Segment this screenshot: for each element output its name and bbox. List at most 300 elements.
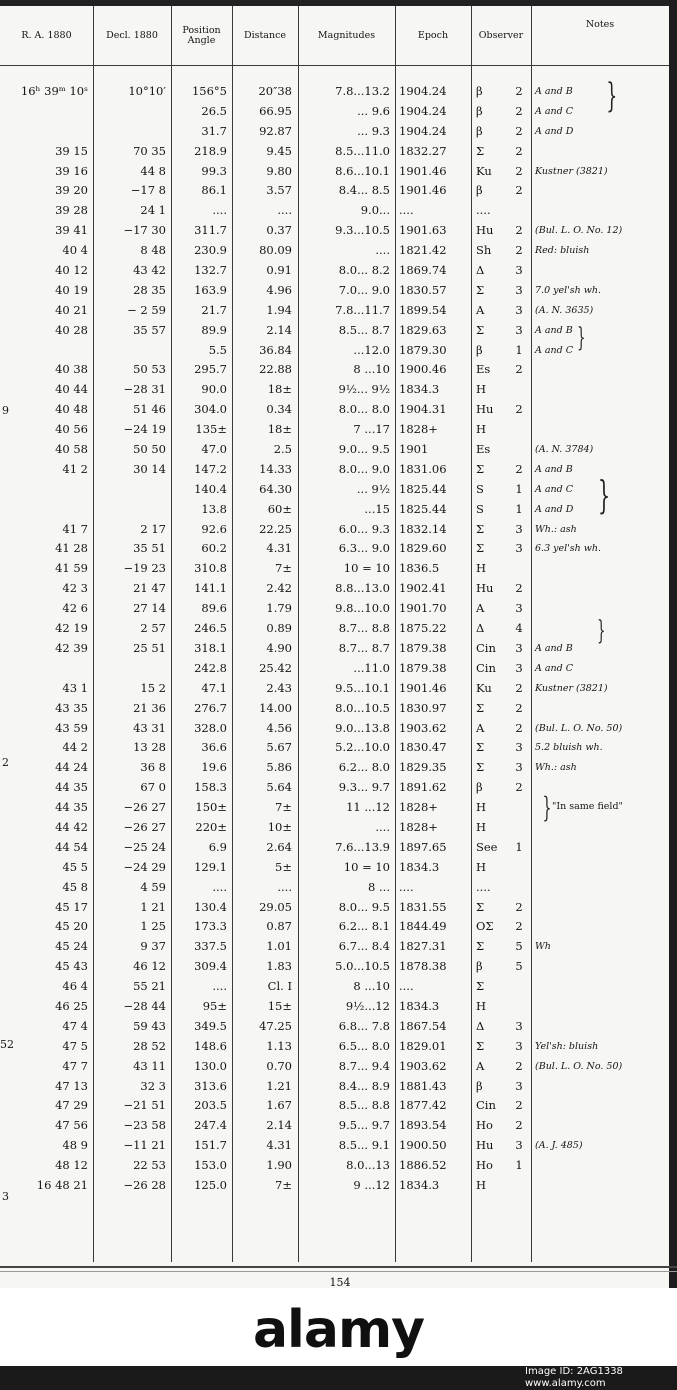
- cell-epoch: 1867.54: [399, 1018, 447, 1033]
- cell-magnitudes: 6.2... 8.1: [338, 919, 390, 934]
- cell-decl: 27 14: [133, 601, 166, 616]
- cell-epoch: 1829.63: [399, 322, 447, 337]
- cell-decl: 51 46: [133, 402, 166, 417]
- cell-epoch: ....: [399, 979, 414, 994]
- cell-decl: 30 14: [133, 461, 166, 476]
- cell-position-angle: 163.9: [194, 282, 227, 297]
- cell-ra: 44 2: [62, 740, 88, 755]
- cell-magnitudes: ... 9½: [356, 481, 390, 496]
- cell-epoch: 1877.42: [399, 1098, 447, 1113]
- cell-decl: 22 53: [133, 1158, 166, 1173]
- cell-epoch: 1901.46: [399, 163, 447, 178]
- cell-position-angle: 313.6: [194, 1078, 227, 1093]
- cell-magnitudes: ...15: [364, 501, 390, 516]
- table-row: [0, 937, 669, 957]
- cell-epoch: 1879.38: [399, 660, 447, 675]
- right-brace: }: [597, 616, 606, 646]
- cell-epoch: 1834.3: [399, 1177, 440, 1192]
- cell-magnitudes: 9 ...12: [353, 1177, 390, 1192]
- cell-observation-count: [510, 420, 528, 440]
- cell-notes: (A. N. 3635): [535, 304, 594, 316]
- cell-decl: 43 42: [133, 263, 166, 278]
- cell-position-angle: 328.0: [194, 720, 227, 735]
- cell-distance: 1.83: [266, 959, 292, 974]
- cell-position-angle: 125.0: [194, 1177, 227, 1192]
- cell-magnitudes: 8.0...13: [346, 1158, 390, 1173]
- cell-distance: 0.87: [266, 919, 292, 934]
- cell-notes: Wh.: ash: [535, 523, 577, 535]
- cell-observer: Es: [476, 442, 491, 457]
- cell-notes: Red: bluish: [535, 245, 590, 257]
- table-row: [0, 977, 669, 997]
- cell-magnitudes: ....: [375, 243, 390, 258]
- cell-epoch: 1901.70: [399, 601, 447, 616]
- header-rule: [0, 65, 669, 66]
- cell-distance: Cl. I: [267, 979, 292, 994]
- cell-distance: 0.89: [266, 621, 292, 636]
- table-row: [0, 838, 669, 858]
- cell-notes: (Bul. L. O. No. 50): [535, 722, 623, 734]
- cell-notes: [535, 181, 667, 201]
- cell-ra: 43 59: [55, 720, 88, 735]
- table-row: [0, 201, 669, 221]
- cell-decl: [96, 480, 166, 500]
- cell-epoch: 1901.46: [399, 680, 447, 695]
- cell-position-angle: 311.7: [194, 223, 227, 238]
- cell-distance: 2.64: [266, 839, 292, 854]
- cell-observation-count: 2: [515, 163, 523, 178]
- cell-ra: 40 12: [55, 263, 88, 278]
- watermark-url: www.alamy.com: [525, 1378, 606, 1389]
- cell-position-angle: 47.0: [201, 442, 227, 457]
- cell-magnitudes: 6.7... 8.4: [338, 939, 390, 954]
- cell-notes: [535, 1116, 667, 1136]
- cell-observation-count: 2: [515, 243, 523, 258]
- table-row: [0, 341, 669, 361]
- header-magnitudes: Magnitudes: [317, 29, 376, 41]
- cell-observation-count: 2: [515, 780, 523, 795]
- table-row: [0, 758, 669, 778]
- table-row: [0, 1116, 669, 1136]
- cell-epoch: 1829.01: [399, 1038, 447, 1053]
- table-row: [0, 520, 669, 540]
- cell-observation-count: 2: [515, 143, 523, 158]
- cell-observation-count: 1: [515, 1158, 523, 1173]
- cell-notes: (A. N. 3784): [535, 444, 594, 456]
- header-position-angle: Position Angle: [182, 24, 221, 46]
- cell-ra: 45 8: [62, 879, 88, 894]
- cell-distance: ....: [277, 203, 292, 218]
- cell-epoch: 1901.46: [399, 183, 447, 198]
- cell-observer: H: [476, 800, 487, 815]
- table-row: [0, 738, 669, 758]
- cell-ra: 42 6: [62, 601, 88, 616]
- cell-ra: [2, 341, 88, 361]
- cell-distance: 64.30: [259, 481, 292, 496]
- cell-epoch: 1829.35: [399, 760, 447, 775]
- cell-position-angle: 349.5: [194, 1018, 227, 1033]
- cell-epoch: ....: [399, 203, 414, 218]
- cell-observer: Σ: [476, 740, 485, 755]
- cell-magnitudes: 5.2...10.0: [335, 740, 390, 755]
- cell-notes: [535, 1017, 667, 1037]
- watermark-image-id: Image ID: 2AG1338: [525, 1366, 623, 1377]
- cell-ra: 40 38: [55, 362, 88, 377]
- right-brace: }: [542, 791, 552, 824]
- cell-distance: 47.25: [259, 1018, 292, 1033]
- cell-decl: [96, 659, 166, 679]
- cell-distance: 25.42: [259, 660, 292, 675]
- cell-observation-count: 3: [515, 740, 523, 755]
- cell-notes: (A. J. 485): [535, 1140, 583, 1152]
- cell-magnitudes: 10 = 10: [343, 859, 390, 874]
- cell-observer: Σ: [476, 322, 485, 337]
- cell-position-angle: 21.7: [201, 302, 227, 317]
- cell-observer: Σ: [476, 541, 485, 556]
- cell-decl: 2 17: [140, 521, 166, 536]
- cell-observer: Hu: [476, 402, 494, 417]
- cell-observation-count: 2: [515, 402, 523, 417]
- cell-notes: Kustner (3821): [535, 165, 608, 177]
- cell-observer: H: [476, 819, 487, 834]
- cell-ra: 45 17: [55, 899, 88, 914]
- cell-notes: [535, 559, 667, 579]
- cell-magnitudes: 8 ...10: [353, 362, 390, 377]
- cell-observer: Cin: [476, 1098, 496, 1113]
- cell-observer: Hu: [476, 581, 494, 596]
- cell-observer: H: [476, 859, 487, 874]
- cell-ra: [2, 102, 88, 122]
- cell-decl: 4 59: [140, 879, 166, 894]
- cell-decl: 10°10′: [128, 84, 166, 98]
- cell-observer: A: [476, 302, 485, 317]
- cell-position-angle: ....: [212, 879, 227, 894]
- cell-decl: 15 2: [140, 680, 166, 695]
- cell-magnitudes: ....: [375, 819, 390, 834]
- cell-observer: β: [476, 183, 483, 198]
- cell-distance: 7±: [275, 561, 292, 576]
- cell-distance: 60±: [267, 501, 292, 516]
- cell-observation-count: 3: [515, 1038, 523, 1053]
- table-row: [0, 599, 669, 619]
- cell-observer: A: [476, 720, 485, 735]
- cell-observer: Δ: [476, 621, 485, 636]
- cell-magnitudes: 7.0... 9.0: [338, 282, 390, 297]
- cell-observer: Σ: [476, 1038, 485, 1053]
- table-row: [0, 917, 669, 937]
- cell-distance: 2.14: [266, 1118, 292, 1133]
- cell-distance: 5.67: [266, 740, 292, 755]
- table-row: [0, 142, 669, 162]
- cell-decl: −11 21: [123, 1138, 166, 1153]
- cell-notes: [535, 201, 667, 221]
- cell-epoch: 1831.55: [399, 899, 447, 914]
- table-row: [0, 719, 669, 739]
- cell-distance: 22.88: [259, 362, 292, 377]
- cell-magnitudes: 6.5... 8.0: [338, 1038, 390, 1053]
- cell-ra: 39 41: [55, 223, 88, 238]
- cell-epoch: ....: [399, 879, 414, 894]
- cell-decl: 28 52: [133, 1038, 166, 1053]
- page-number: 154: [329, 1276, 351, 1288]
- cell-position-angle: 5.5: [208, 342, 227, 357]
- cell-observer: A: [476, 601, 485, 616]
- cell-distance: 7±: [275, 1177, 292, 1192]
- cell-ra: 46 4: [62, 979, 88, 994]
- cell-observer: β: [476, 103, 483, 118]
- cell-observation-count: 4: [515, 621, 523, 636]
- cell-decl: 25 51: [133, 640, 166, 655]
- cell-notes: [535, 878, 667, 898]
- cell-position-angle: 130.4: [194, 899, 227, 914]
- table-row: [0, 539, 669, 559]
- cell-decl: 46 12: [133, 959, 166, 974]
- cell-ra: 41 59: [55, 561, 88, 576]
- cell-distance: 0.91: [266, 263, 292, 278]
- cell-observation-count: 3: [515, 541, 523, 556]
- cell-position-angle: 242.8: [194, 660, 227, 675]
- cell-distance: 1.94: [266, 302, 292, 317]
- cell-position-angle: ....: [212, 203, 227, 218]
- cell-notes: [535, 838, 667, 858]
- cell-ra: 48 9: [62, 1138, 88, 1153]
- cell-magnitudes: 9.0...13.8: [335, 720, 390, 735]
- cell-position-angle: 47.1: [201, 680, 227, 695]
- table-row: [0, 480, 669, 500]
- cell-epoch: 1832.14: [399, 521, 447, 536]
- cell-observer: β: [476, 342, 483, 357]
- cell-observation-count: 3: [515, 601, 523, 616]
- table-row: [0, 380, 669, 400]
- cell-decl: 43 31: [133, 720, 166, 735]
- cell-position-angle: 140.4: [194, 481, 227, 496]
- cell-epoch: 1828+: [399, 422, 438, 437]
- cell-epoch: 1881.43: [399, 1078, 447, 1093]
- cell-decl: −21 51: [123, 1098, 166, 1113]
- cell-notes: [535, 360, 667, 380]
- cell-observation-count: 2: [515, 1058, 523, 1073]
- cell-notes: A and C: [535, 105, 574, 117]
- cell-position-angle: 92.6: [201, 521, 227, 536]
- cell-distance: 1.01: [266, 939, 292, 954]
- cell-distance: 1.67: [266, 1098, 292, 1113]
- cell-epoch: 1879.30: [399, 342, 447, 357]
- cell-observer: Σ: [476, 979, 485, 994]
- bottom-rule: [0, 1271, 677, 1272]
- cell-epoch: 1828+: [399, 800, 438, 815]
- cell-epoch: 1832.27: [399, 143, 447, 158]
- cell-observer: Δ: [476, 263, 485, 278]
- cell-position-angle: 95±: [202, 998, 227, 1013]
- cell-distance: 1.90: [266, 1158, 292, 1173]
- cell-magnitudes: 9½... 9½: [338, 382, 390, 397]
- cell-position-angle: 26.5: [201, 103, 227, 118]
- table-row: [0, 878, 669, 898]
- cell-notes: (Bul. L. O. No. 50): [535, 1060, 623, 1072]
- cell-observer: See: [476, 839, 498, 854]
- cell-magnitudes: 8.0...10.5: [335, 700, 390, 715]
- cell-observer: Σ: [476, 899, 485, 914]
- cell-observation-count: [510, 878, 528, 898]
- cell-ra: [2, 122, 88, 142]
- cell-position-angle: 318.1: [194, 640, 227, 655]
- cell-observation-count: [510, 1176, 528, 1196]
- cell-magnitudes: 8 ...: [368, 879, 390, 894]
- cell-ra: 41 7: [62, 521, 88, 536]
- cell-distance: 14.33: [259, 461, 292, 476]
- cell-epoch: 1869.74: [399, 263, 447, 278]
- table-row: [0, 321, 669, 341]
- cell-notes: Wh.: ash: [535, 762, 577, 774]
- cell-decl: −28 44: [123, 998, 166, 1013]
- cell-observer: Ho: [476, 1158, 493, 1173]
- cell-decl: −19 23: [123, 561, 166, 576]
- cell-magnitudes: 8 ...10: [353, 979, 390, 994]
- cell-distance: 0.70: [266, 1058, 292, 1073]
- cell-notes: [535, 142, 667, 162]
- cell-notes: A and D: [535, 503, 574, 515]
- cell-epoch: 1904.24: [399, 84, 447, 98]
- cell-observation-count: 2: [515, 680, 523, 695]
- cell-magnitudes: 8.5...11.0: [335, 143, 390, 158]
- cell-decl: [96, 500, 166, 520]
- cell-magnitudes: 8.5... 8.7: [338, 322, 390, 337]
- cell-distance: 20″38: [258, 84, 292, 98]
- cell-observer: Ku: [476, 680, 492, 695]
- cell-observation-count: 2: [515, 103, 523, 118]
- cell-distance: 22.25: [259, 521, 292, 536]
- cell-observation-count: 3: [515, 263, 523, 278]
- cell-magnitudes: 7.8...13.2: [335, 84, 390, 98]
- cell-distance: 4.56: [266, 720, 292, 735]
- cell-distance: 4.90: [266, 640, 292, 655]
- cell-observation-count: 2: [515, 1118, 523, 1133]
- table-row: [0, 1037, 669, 1057]
- cell-ra: 40 21: [55, 302, 88, 317]
- cell-decl: −24 29: [123, 859, 166, 874]
- cell-distance: 15±: [267, 998, 292, 1013]
- cell-decl: −26 27: [123, 819, 166, 834]
- cell-observation-count: 2: [515, 720, 523, 735]
- cell-ra: 16 48 21: [36, 1177, 88, 1192]
- cell-observer: H: [476, 998, 487, 1013]
- cell-epoch: 1904.24: [399, 103, 447, 118]
- cell-observation-count: [510, 440, 528, 460]
- watermark-id: [525, 1366, 675, 1390]
- cell-observation-count: 3: [515, 640, 523, 655]
- header-decl: Decl. 1880: [106, 29, 158, 41]
- cell-observation-count: 2: [515, 1098, 523, 1113]
- cell-notes: Wh: [535, 941, 551, 953]
- cell-notes: A and B: [535, 86, 573, 97]
- cell-epoch: 1828+: [399, 819, 438, 834]
- cell-position-angle: 230.9: [194, 243, 227, 258]
- cell-position-angle: 247.4: [194, 1118, 227, 1133]
- cell-ra: 47 13: [55, 1078, 88, 1093]
- cell-epoch: 1821.42: [399, 243, 447, 258]
- margin-number: 2: [2, 756, 9, 769]
- cell-position-angle: 13.8: [201, 501, 227, 516]
- cell-ra: 42 19: [55, 621, 88, 636]
- cell-decl: −17 30: [123, 223, 166, 238]
- cell-magnitudes: 9.5... 9.7: [338, 1118, 390, 1133]
- cell-observation-count: 1: [515, 481, 523, 496]
- cell-ra: 39 20: [55, 183, 88, 198]
- cell-decl: 44 8: [140, 163, 166, 178]
- cell-magnitudes: 8.7... 9.4: [338, 1058, 390, 1073]
- cell-position-angle: 218.9: [194, 143, 227, 158]
- cell-observation-count: [510, 977, 528, 997]
- cell-decl: 2 57: [140, 621, 166, 636]
- cell-ra: 16ʰ 39ᵐ 10ˢ: [20, 84, 88, 98]
- cell-notes: [535, 858, 667, 878]
- cell-epoch: 1825.44: [399, 481, 447, 496]
- table-row: [0, 1057, 669, 1077]
- watermark-logo: alamy: [252, 1300, 425, 1360]
- cell-magnitudes: 9.5...10.1: [335, 680, 390, 695]
- table-row: [0, 241, 669, 261]
- cell-distance: 3.57: [266, 183, 292, 198]
- cell-notes: Yel'sh: bluish: [535, 1040, 599, 1052]
- cell-ra: 42 3: [62, 581, 88, 596]
- cell-magnitudes: 8.0... 9.5: [338, 899, 390, 914]
- cell-ra: 44 35: [55, 800, 88, 815]
- cell-observer: Σ: [476, 700, 485, 715]
- cell-ra: 40 58: [55, 442, 88, 457]
- table-row: [0, 957, 669, 977]
- cell-decl: 32 3: [140, 1078, 166, 1093]
- table-row: [0, 818, 669, 838]
- cell-distance: 5.64: [266, 780, 292, 795]
- cell-decl: 24 1: [140, 203, 166, 218]
- cell-position-angle: ....: [212, 979, 227, 994]
- cell-notes: [535, 957, 667, 977]
- cell-position-angle: 276.7: [194, 700, 227, 715]
- cell-position-angle: 150±: [195, 800, 227, 815]
- cell-notes: [535, 898, 667, 918]
- cell-observer: S: [476, 501, 484, 516]
- cell-position-angle: 173.3: [194, 919, 227, 934]
- cell-observation-count: [510, 201, 528, 221]
- cell-epoch: 1891.62: [399, 780, 447, 795]
- cell-observation-count: [510, 997, 528, 1017]
- cell-decl: 8 48: [140, 243, 166, 258]
- cell-magnitudes: 6.8... 7.8: [338, 1018, 390, 1033]
- table-row: [0, 559, 669, 579]
- cell-epoch: 1878.38: [399, 959, 447, 974]
- right-brace: }: [606, 76, 618, 116]
- cell-observer: Ho: [476, 1118, 493, 1133]
- cell-epoch: 1902.41: [399, 581, 447, 596]
- cell-observer: Σ: [476, 282, 485, 297]
- cell-ra: 39 28: [55, 203, 88, 218]
- table-row: [0, 1096, 669, 1116]
- cell-ra: 44 42: [55, 819, 88, 834]
- cell-position-angle: 6.9: [208, 839, 227, 854]
- cell-position-angle: 89.9: [201, 322, 227, 337]
- cell-notes: [535, 818, 667, 838]
- cell-notes: [535, 1156, 667, 1176]
- cell-observation-count: 3: [515, 1018, 523, 1033]
- cell-epoch: 1834.3: [399, 859, 440, 874]
- cell-ra: 47 4: [62, 1018, 88, 1033]
- cell-distance: 0.37: [266, 223, 292, 238]
- table-header: [0, 6, 669, 65]
- cell-position-angle: 147.2: [194, 461, 227, 476]
- cell-magnitudes: 8.4... 8.5: [338, 183, 390, 198]
- cell-distance: ....: [277, 879, 292, 894]
- cell-distance: 4.96: [266, 282, 292, 297]
